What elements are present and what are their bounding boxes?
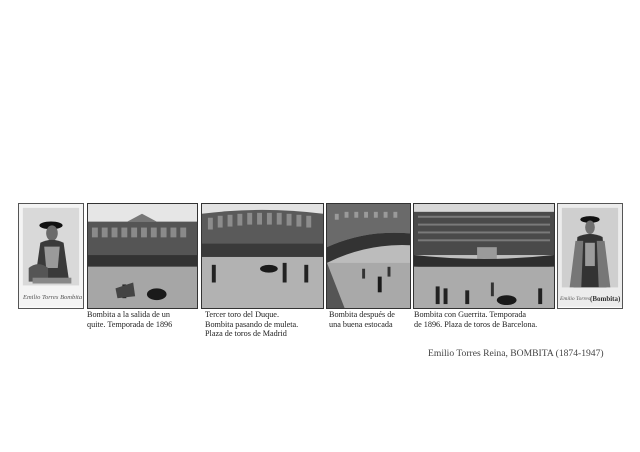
bullfight-photo-estocada bbox=[326, 203, 411, 309]
torero-portrait-image bbox=[558, 204, 622, 307]
photo-caption: Bombita a la salida de un quite. Temporada de 1896 bbox=[87, 310, 173, 329]
bullfight-photo-guerrita bbox=[413, 203, 555, 309]
arena-scene-image bbox=[202, 204, 323, 308]
portrait-photo-right bbox=[557, 203, 623, 309]
arena-scene-image bbox=[414, 204, 554, 308]
portrait-signature: Emilio Torres bbox=[560, 296, 591, 302]
credit-caption: Emilio Torres Reina, BOMBITA (1874-1947) bbox=[428, 348, 604, 359]
bullfight-photo-muleta bbox=[201, 203, 324, 309]
arena-scene-image bbox=[88, 204, 197, 308]
portrait-nickname: (Bombita) bbox=[590, 295, 621, 303]
photo-caption: Tercer toro del Duque. Bombita pasando de muleta. Plaza de toros de Madrid bbox=[205, 310, 299, 339]
arena-scene-image bbox=[327, 204, 410, 308]
photo-caption: Bombita con Guerrita. Temporada de 1896. Plaza de toros de Barcelona. bbox=[414, 310, 538, 329]
portrait-signature: Emilio Torres Bombita bbox=[23, 294, 83, 301]
bullfight-photo-quite bbox=[87, 203, 198, 309]
photo-caption: Bombita después de una buena estocada bbox=[329, 310, 395, 329]
portrait-photo-left bbox=[18, 203, 84, 309]
torero-portrait-image bbox=[19, 204, 83, 307]
